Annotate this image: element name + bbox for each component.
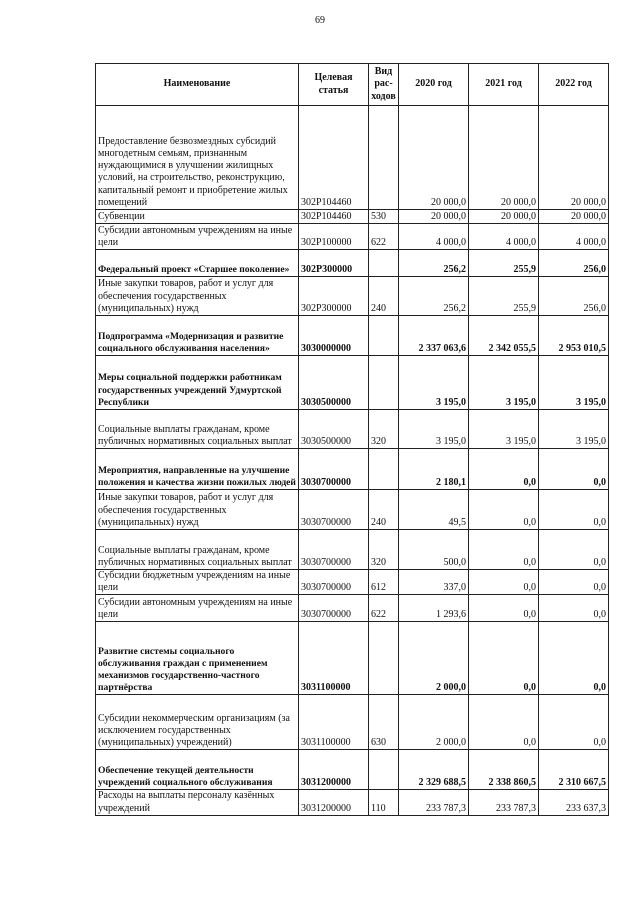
- table-row: [96, 277, 609, 316]
- row-target-code: 302P300000: [299, 277, 369, 316]
- row-value-2021: 0,0: [469, 449, 539, 490]
- row-value-2022: 0,0: [539, 490, 609, 530]
- row-value-2020: 2 000,0: [399, 622, 469, 695]
- page-number: 69: [315, 15, 325, 26]
- row-name: Социальные выплаты гражданам, кроме публичных нормативных социальных выплат: [96, 530, 299, 570]
- row-value-2021: 0,0: [469, 570, 539, 595]
- row-name: Меры социальной поддержки работникам государственных учреждений Удмуртской Республики: [96, 356, 299, 410]
- row-value-2020: 256,2: [399, 277, 469, 316]
- header-2022: 2022 год: [539, 64, 609, 106]
- row-value-2020: 233 787,3: [399, 790, 469, 815]
- header-kind: Вид рас-ходов: [369, 64, 399, 106]
- table-row: [96, 210, 609, 224]
- row-value-2021: 2 342 055,5: [469, 316, 539, 356]
- row-target-code: 302P300000: [299, 250, 369, 277]
- row-name: Субсидии автономным учреждениям на иные цели: [96, 224, 299, 250]
- row-value-2022: 20 000,0: [539, 106, 609, 210]
- table-row: [96, 316, 609, 356]
- row-target-code: 302P104460: [299, 210, 369, 224]
- table-row: [96, 570, 609, 595]
- row-expense-kind: [369, 106, 399, 210]
- row-value-2022: 3 195,0: [539, 356, 609, 410]
- header-name: Наименование: [96, 64, 299, 106]
- row-expense-kind: [369, 449, 399, 490]
- header-code: Целевая статья: [299, 64, 369, 106]
- table-row: [96, 530, 609, 570]
- row-value-2022: 20 000,0: [539, 210, 609, 224]
- row-expense-kind: [369, 356, 399, 410]
- row-value-2020: 20 000,0: [399, 106, 469, 210]
- row-value-2020: 2 337 063,6: [399, 316, 469, 356]
- row-target-code: 3031100000: [299, 622, 369, 695]
- row-expense-kind: 240: [369, 490, 399, 530]
- row-name: Субсидии бюджетным учреждениям на иные цели: [96, 570, 299, 595]
- row-target-code: 3030000000: [299, 316, 369, 356]
- row-name: Развитие системы социального обслуживания граждан с применением механизмов государственно-частного партнёрства: [96, 622, 299, 695]
- row-value-2021: 3 195,0: [469, 410, 539, 449]
- row-expense-kind: 622: [369, 595, 399, 622]
- row-expense-kind: 612: [369, 570, 399, 595]
- table-row: [96, 356, 609, 410]
- header-row: [96, 64, 609, 106]
- row-name: Иные закупки товаров, работ и услуг для обеспечения государственных (муниципальных) нужд: [96, 490, 299, 530]
- row-value-2020: 20 000,0: [399, 210, 469, 224]
- row-value-2021: 20 000,0: [469, 106, 539, 210]
- row-value-2022: 0,0: [539, 695, 609, 750]
- row-name: Предоставление безвозмездных субсидий многодетным семьям, признанным нуждающимися в улучшении жилищных условий, на строительство, реконструкцию, капитальный ремонт и приобретение жилых помещений: [96, 106, 299, 210]
- row-target-code: 3030500000: [299, 356, 369, 410]
- row-value-2020: 500,0: [399, 530, 469, 570]
- row-value-2021: 0,0: [469, 695, 539, 750]
- row-value-2021: 0,0: [469, 490, 539, 530]
- row-name: Иные закупки товаров, работ и услуг для обеспечения государственных (муниципальных) нужд: [96, 277, 299, 316]
- row-value-2021: 0,0: [469, 622, 539, 695]
- row-value-2021: 4 000,0: [469, 224, 539, 250]
- row-target-code: 302P104460: [299, 106, 369, 210]
- table-row: [96, 595, 609, 622]
- table-body: [96, 106, 609, 816]
- row-expense-kind: 530: [369, 210, 399, 224]
- row-name: Социальные выплаты гражданам, кроме публичных нормативных социальных выплат: [96, 410, 299, 449]
- table-row: [96, 410, 609, 449]
- row-value-2020: 49,5: [399, 490, 469, 530]
- row-expense-kind: 630: [369, 695, 399, 750]
- row-target-code: 3030500000: [299, 410, 369, 449]
- row-name: Расходы на выплаты персоналу казённых учреждений: [96, 790, 299, 815]
- row-value-2022: 2 953 010,5: [539, 316, 609, 356]
- table-row: [96, 622, 609, 695]
- row-value-2020: 4 000,0: [399, 224, 469, 250]
- row-value-2020: 3 195,0: [399, 410, 469, 449]
- row-value-2020: 337,0: [399, 570, 469, 595]
- row-target-code: 3031200000: [299, 750, 369, 790]
- row-target-code: 3030700000: [299, 570, 369, 595]
- table-row: [96, 750, 609, 790]
- row-value-2020: 3 195,0: [399, 356, 469, 410]
- row-value-2022: 256,0: [539, 277, 609, 316]
- table-row: [96, 250, 609, 277]
- row-value-2021: 20 000,0: [469, 210, 539, 224]
- table-row: [96, 695, 609, 750]
- row-value-2022: 2 310 667,5: [539, 750, 609, 790]
- row-name: Подпрограмма «Модернизация и развитие социального обслуживания населения»: [96, 316, 299, 356]
- row-value-2021: 0,0: [469, 595, 539, 622]
- table-row: [96, 224, 609, 250]
- row-target-code: 3030700000: [299, 449, 369, 490]
- row-name: Обеспечение текущей деятельности учреждений социального обслуживания: [96, 750, 299, 790]
- table-row: [96, 490, 609, 530]
- budget-table: [95, 63, 609, 816]
- row-target-code: 3030700000: [299, 530, 369, 570]
- row-value-2020: 2 000,0: [399, 695, 469, 750]
- row-expense-kind: 110: [369, 790, 399, 815]
- table-row: [96, 106, 609, 210]
- row-target-code: 3030700000: [299, 490, 369, 530]
- row-name: Федеральный проект «Старшее поколение»: [96, 250, 299, 277]
- row-value-2021: 255,9: [469, 277, 539, 316]
- row-target-code: 3031100000: [299, 695, 369, 750]
- row-target-code: 3031200000: [299, 790, 369, 815]
- table-row: [96, 790, 609, 815]
- row-expense-kind: 622: [369, 224, 399, 250]
- row-value-2022: 0,0: [539, 622, 609, 695]
- row-value-2020: 256,2: [399, 250, 469, 277]
- row-value-2020: 1 293,6: [399, 595, 469, 622]
- row-value-2022: 256,0: [539, 250, 609, 277]
- row-value-2021: 0,0: [469, 530, 539, 570]
- row-value-2022: 0,0: [539, 570, 609, 595]
- row-value-2021: 233 787,3: [469, 790, 539, 815]
- row-target-code: 3030700000: [299, 595, 369, 622]
- header-2020: 2020 год: [399, 64, 469, 106]
- header-2021: 2021 год: [469, 64, 539, 106]
- row-expense-kind: [369, 250, 399, 277]
- table-row: [96, 449, 609, 490]
- row-expense-kind: [369, 750, 399, 790]
- row-name: Субсидии автономным учреждениям на иные цели: [96, 595, 299, 622]
- row-expense-kind: 320: [369, 410, 399, 449]
- row-name: Мероприятия, направленные на улучшение положения и качества жизни пожилых людей: [96, 449, 299, 490]
- row-expense-kind: [369, 316, 399, 356]
- row-expense-kind: [369, 622, 399, 695]
- row-expense-kind: 320: [369, 530, 399, 570]
- row-value-2022: 4 000,0: [539, 224, 609, 250]
- row-value-2021: 3 195,0: [469, 356, 539, 410]
- row-name: Субвенции: [96, 210, 299, 224]
- row-value-2020: 2 180,1: [399, 449, 469, 490]
- row-value-2022: 0,0: [539, 595, 609, 622]
- row-value-2020: 2 329 688,5: [399, 750, 469, 790]
- row-value-2022: 233 637,3: [539, 790, 609, 815]
- row-value-2021: 255,9: [469, 250, 539, 277]
- row-expense-kind: 240: [369, 277, 399, 316]
- row-name: Субсидии некоммерческим организациям (за исключением государственных (муниципальных) учреждений): [96, 695, 299, 750]
- row-value-2021: 2 338 860,5: [469, 750, 539, 790]
- row-value-2022: 3 195,0: [539, 410, 609, 449]
- row-target-code: 302P100000: [299, 224, 369, 250]
- row-value-2022: 0,0: [539, 530, 609, 570]
- row-value-2022: 0,0: [539, 449, 609, 490]
